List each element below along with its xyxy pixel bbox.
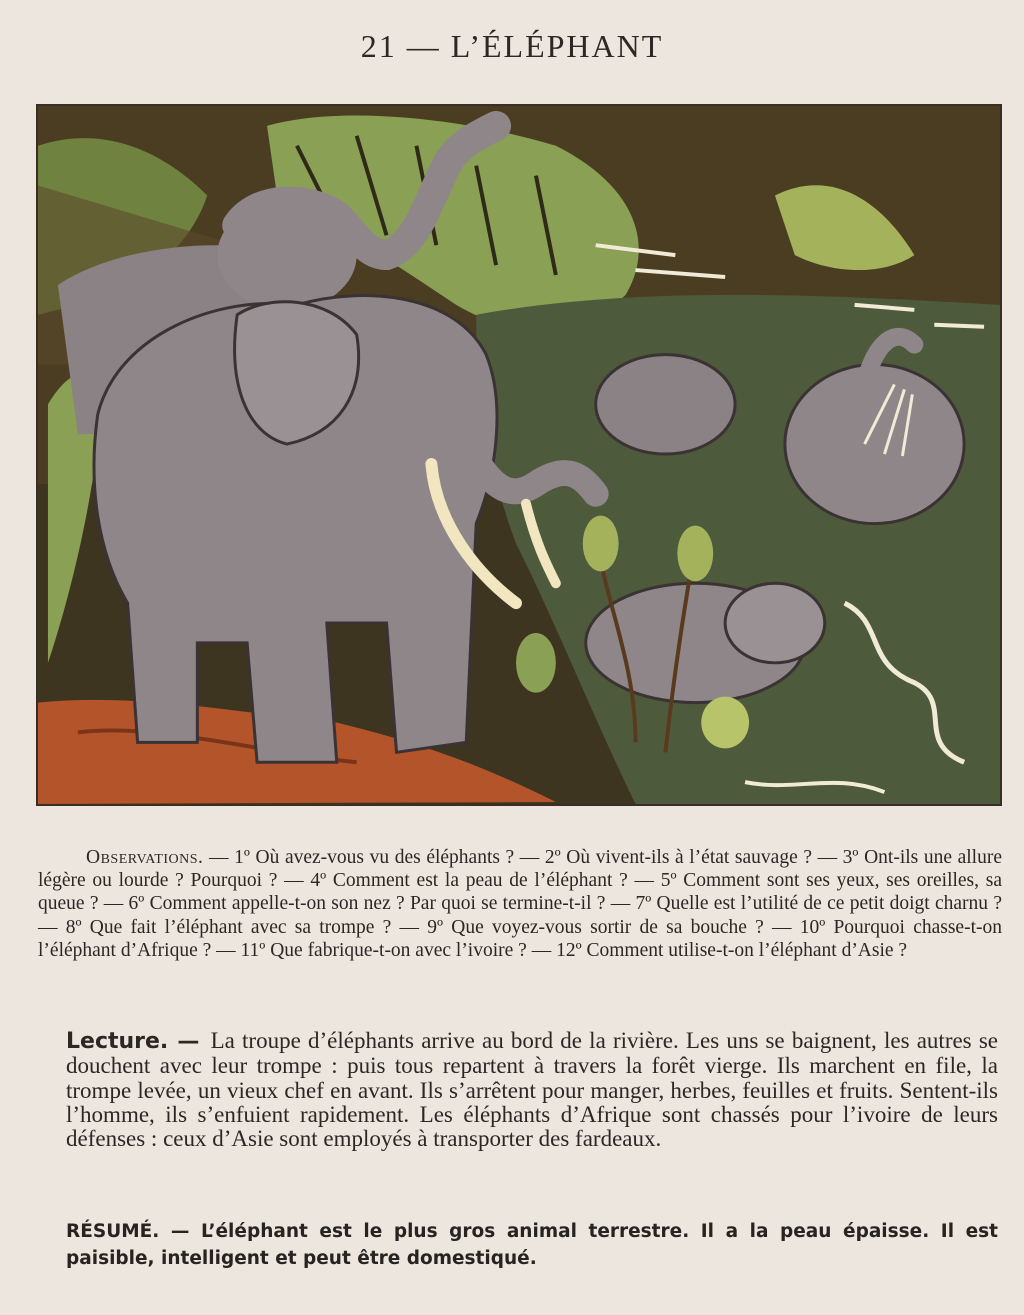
resume-text: L’éléphant est le plus gros animal terrestre. Il a la peau épaisse. Il est paisible, intelligent et peut être domestiqué. — [66, 1221, 998, 1269]
elephant-herd-illustration — [36, 104, 1002, 806]
lecture-paragraph — [66, 1029, 998, 1151]
observations-label: Observations. — [86, 847, 204, 868]
illustration-art — [38, 106, 1000, 804]
page-title: 21 — L’ÉLÉPHANT — [360, 28, 664, 64]
resume-paragraph — [66, 1218, 998, 1272]
observations-paragraph — [38, 846, 1002, 962]
lecture-label: Lecture. — — [66, 1029, 200, 1054]
lecture-text: La troupe d’éléphants arrive au bord de la rivière. Les uns se baignent, les autres se douchent avec leur trompe : puis tous repartent à travers la forêt vierge. Ils marchent en file, la trompe levée, un vieux chef en avant. Ils s’arrêtent pour manger, herbes, feuilles et fruits. Sentent-ils l’homme, ils s’enfuient rapidement. Les éléphants d’Afrique sont chassés pour l’ivoire de leurs défenses : ceux d’Asie sont employés à transporter des fardeaux. — [66, 1028, 998, 1152]
observations-text: — 1º Où avez-vous vu des éléphants ? — 2º Où vivent-ils à l’état sauvage ? — 3º Ont-ils une allure légère ou lourde ? Pourquoi ? — 4º Comment est la peau de l’éléphant ? — 5º Comment sont ses yeux, ses oreilles, sa queue ? — 6º Comment appelle-t-on son nez ? Par quoi se termine-t-il ? — 7º Quelle est l’utilité de ce petit doigt charnu ? — 8º Que fait l’éléphant avec sa trompe ? — 9º Que voyez-vous sortir de sa bouche ? — 10º Pourquoi chasse-t-on l’éléphant d’Afrique ? — 11º Que fabrique-t-on avec l’ivoire ? — 12º Comment utilise-t-on l’éléphant d’Asie ? — [38, 847, 1002, 961]
resume-label: RÉSUMÉ. — — [66, 1221, 190, 1242]
